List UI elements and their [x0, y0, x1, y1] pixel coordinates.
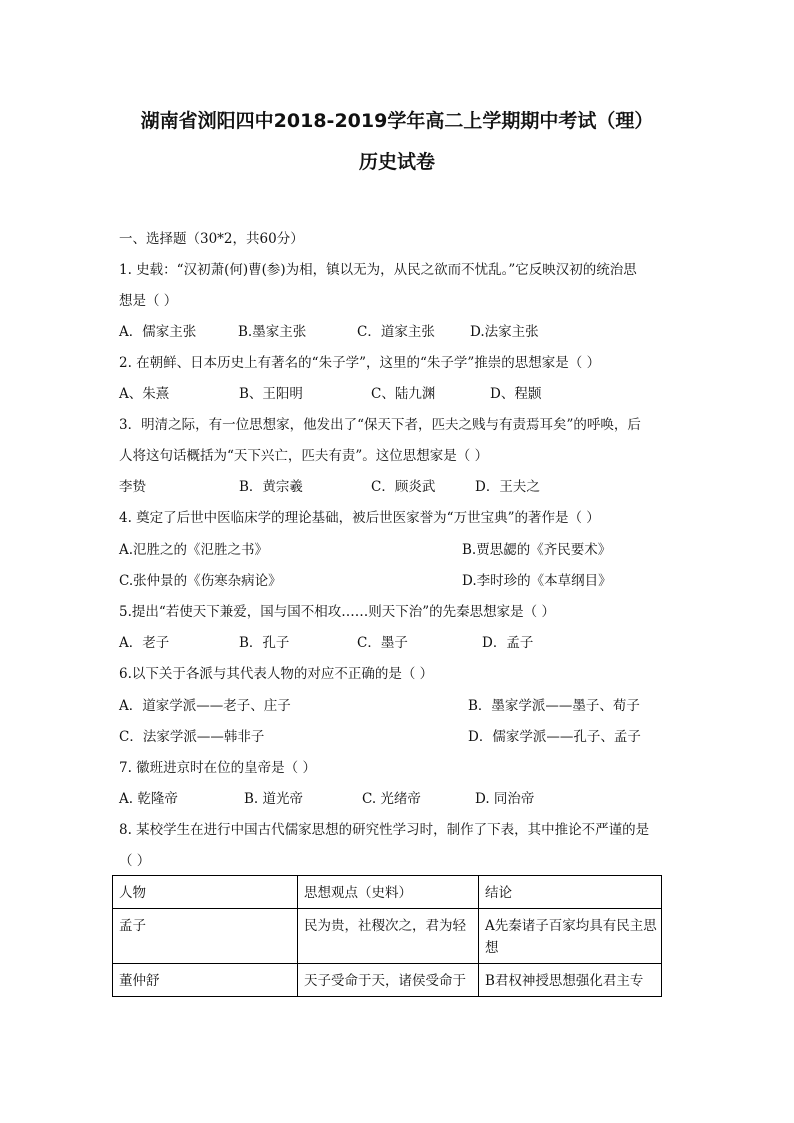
- exam-title: 湖南省浏阳四中2018-2019学年高二上学期期中考试（理）: [140, 110, 654, 132]
- question-2-option-b: B、王阳明: [239, 386, 303, 402]
- question-1-stem-line1: 1. 史载：“汉初萧(何)曹(参)为相，镇以无为，从民之欲而不忧乱。”它反映汉初的统治思: [119, 262, 637, 278]
- question-4-option-c: C.张仲景的《伤寒杂病论》: [119, 573, 282, 589]
- question-7-stem: 7. 徽班进京时在位的皇帝是（ ）: [119, 760, 316, 776]
- question-8-stem-line2: （ ）: [119, 853, 151, 869]
- question-1-option-b: B.墨家主张: [238, 324, 307, 340]
- question-6-stem: 6.以下关于各派与其代表人物的对应不正确的是（ ）: [119, 666, 434, 682]
- question-8-stem-line1: 8. 某校学生在进行中国古代儒家思想的研究性学习时，制作了下表，其中推论不严谨的是: [119, 822, 650, 838]
- question-4-option-d: D.李时珍的《本草纲目》: [462, 573, 612, 589]
- table-cell: 孟子: [113, 909, 298, 964]
- question-6-option-a: A．道家学派——老子、庄子: [119, 698, 291, 714]
- question-3-stem-line1: 3．明清之际，有一位思想家，他发出了“保天下者，匹夫之贱与有责焉耳矣”的呼唤，后: [119, 417, 641, 433]
- exam-subtitle: 历史试卷: [358, 151, 435, 173]
- question-5-option-c: C．墨子: [357, 635, 408, 651]
- question-1-option-a: A．儒家主张: [119, 324, 197, 340]
- question-6-option-c: C．法家学派——韩非子: [119, 729, 265, 745]
- question-5-option-b: B．孔子: [239, 635, 290, 651]
- question-1-option-c: C．道家主张: [357, 324, 435, 340]
- question-3-stem-line2: 人将这句话概括为“天下兴亡，匹夫有责”。这位思想家是（ ）: [119, 448, 489, 464]
- question-5-option-a: A．老子: [119, 635, 170, 651]
- question-7-option-a: A. 乾隆帝: [119, 791, 178, 807]
- question-3-option-c: C．顾炎武: [371, 479, 436, 495]
- question-1-option-d: D.法家主张: [470, 324, 539, 340]
- question-2-option-a: A、朱熹: [119, 386, 170, 402]
- table-header-row: [113, 876, 662, 909]
- table-row: [113, 964, 662, 997]
- question-3-option-d: D．王夫之: [475, 479, 540, 495]
- question-8-table: [112, 875, 662, 997]
- question-4-option-b: B.贾思勰的《齐民要术》: [462, 542, 612, 558]
- question-3-option-a: 李贽: [119, 479, 146, 495]
- question-7-option-b: B. 道光帝: [244, 791, 304, 807]
- table-row: [113, 909, 662, 964]
- table-cell: 董仲舒: [113, 964, 298, 997]
- table-header-cell: 结论: [479, 876, 662, 909]
- table-cell: 民为贵，社稷次之，君为轻: [298, 909, 479, 964]
- question-6-option-d: D．儒家学派——孔子、孟子: [468, 729, 641, 745]
- table-cell: B君权神授思想强化君主专: [479, 964, 662, 997]
- table-header-cell: 人物: [113, 876, 298, 909]
- question-4-option-a: A.氾胜之的《氾胜之书》: [119, 542, 269, 558]
- question-2-stem: 2. 在朝鲜、日本历史上有著名的“朱子学”，这里的“朱子学”推崇的思想家是（ ）: [119, 355, 601, 371]
- question-2-option-d: D、程颢: [490, 386, 542, 402]
- question-5-stem: 5.提出“若使天下兼爱，国与国不相攻……则天下治”的先秦思想家是（ ）: [119, 604, 555, 620]
- section-heading: 一、选择题（30*2，共60分）: [119, 231, 304, 247]
- question-7-option-d: D. 同治帝: [475, 791, 535, 807]
- question-6-option-b: B．墨家学派——墨子、荀子: [468, 698, 640, 714]
- question-5-option-d: D．孟子: [482, 635, 534, 651]
- table-cell: A先秦诸子百家均具有民主思想: [479, 909, 662, 964]
- question-2-option-c: C、陆九渊: [371, 386, 436, 402]
- question-3-option-b: B．黄宗羲: [239, 479, 303, 495]
- table-cell: 天子受命于天，诸侯受命于: [298, 964, 479, 997]
- table-header-cell: 思想观点（史料）: [298, 876, 479, 909]
- question-1-stem-line2: 想是（ ）: [119, 293, 178, 309]
- question-4-stem: 4. 奠定了后世中医临床学的理论基础，被后世医家誉为“万世宝典”的著作是（ ）: [119, 510, 600, 526]
- question-7-option-c: C. 光绪帝: [362, 791, 421, 807]
